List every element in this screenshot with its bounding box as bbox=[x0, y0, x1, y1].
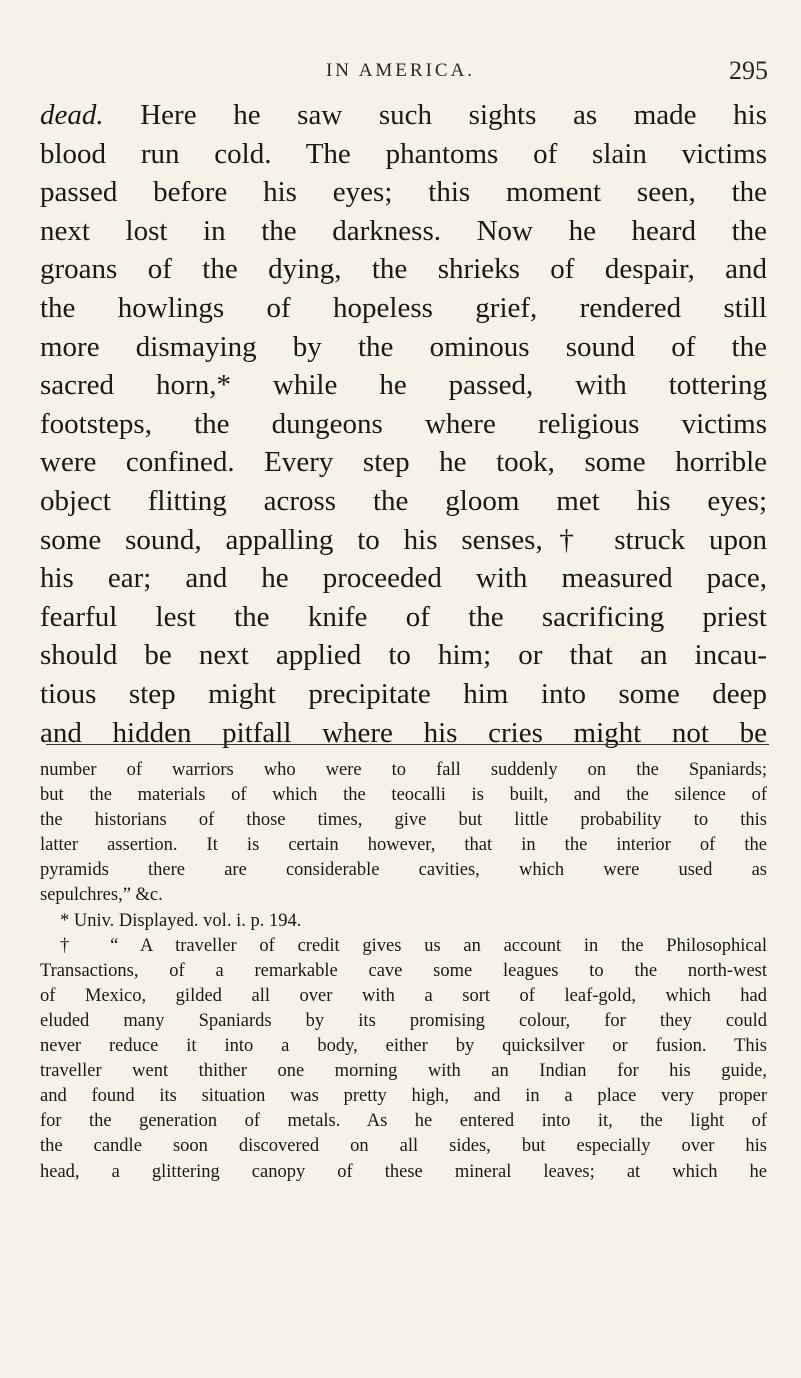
footnote-line: and found its situation was pretty high, and in a place very proper bbox=[40, 1086, 767, 1107]
body-line bbox=[40, 96, 767, 135]
main-text bbox=[40, 96, 767, 752]
footnote-line: for the generation of metals. As he entered into it, the light of bbox=[40, 1111, 767, 1132]
footnote-line: but the materials of which the teocalli is built, and the silence of bbox=[40, 785, 767, 806]
body-line bbox=[40, 173, 767, 212]
body-line-text: next lost in the darkness. Now he heard the bbox=[40, 214, 767, 247]
body-line-text: some sound, appalling to his senses,† struck upon bbox=[40, 523, 767, 556]
footnotes bbox=[40, 758, 767, 1185]
body-line-text: sacred horn,* while he passed, with tottering bbox=[40, 369, 767, 402]
body-line bbox=[40, 482, 767, 521]
body-line-text: were confined. Every step he took, some horrible bbox=[40, 446, 767, 479]
body-line-text: his ear; and he proceeded with measured pace, bbox=[40, 562, 767, 595]
body-line bbox=[40, 212, 767, 251]
running-title: IN AMERICA. bbox=[325, 60, 476, 81]
footnote-line: number of warriors who were to fall suddenly on the Spaniards; bbox=[40, 760, 767, 780]
footnote-line: eluded many Spaniards by its promising colour, for they could bbox=[40, 1010, 767, 1031]
footnote-line: traveller went thither one morning with an Indian for his guide, bbox=[40, 1061, 767, 1082]
footnote-line: * Univ. Displayed. vol. i. p. 194. bbox=[60, 910, 302, 931]
body-line bbox=[40, 559, 767, 598]
italic-word: dead. bbox=[40, 99, 104, 131]
body-line bbox=[40, 405, 767, 444]
body-line-text: and hidden pitfall where his cries might not be bbox=[40, 716, 767, 749]
footnote-line: pyramids there are considerable cavities, which were used as bbox=[40, 860, 767, 881]
footnote-line: never reduce it into a body, either by quicksilver or fusion. This bbox=[40, 1036, 767, 1057]
footnote-line: † “ A traveller of credit gives us an account in the Philosophical bbox=[60, 935, 767, 956]
footnote-line: sepulchres,” &c. bbox=[40, 885, 163, 906]
body-line-text: groans of the dying, the shrieks of despair, and bbox=[40, 253, 767, 286]
body-line bbox=[40, 135, 767, 174]
footnote-line: Transactions, of a remarkable cave some leagues to the north-west bbox=[40, 960, 767, 981]
footnote-line: the historians of those times, give but little probability to this bbox=[40, 810, 767, 831]
body-line bbox=[40, 328, 767, 367]
body-line bbox=[40, 521, 767, 560]
body-line-text: blood run cold. The phantoms of slain victims bbox=[40, 137, 767, 170]
body-line-text: fearful lest the knife of the sacrificing priest bbox=[40, 600, 767, 633]
body-line bbox=[40, 636, 767, 675]
body-line-text: passed before his eyes; this moment seen, the bbox=[40, 176, 767, 209]
body-line-text: tious step might precipitate him into some deep bbox=[40, 677, 767, 710]
footnote-line: latter assertion. It is certain however, that in the interior of the bbox=[40, 835, 767, 856]
body-line-text: should be next applied to him; or that an incau- bbox=[40, 639, 767, 672]
body-line bbox=[40, 250, 767, 289]
body-line bbox=[40, 714, 767, 753]
body-line bbox=[40, 443, 767, 482]
footnote-line: the candle soon discovered on all sides, but especially over his bbox=[40, 1136, 767, 1157]
page-number: 295 bbox=[729, 56, 768, 85]
body-line bbox=[40, 675, 767, 714]
body-line bbox=[40, 289, 767, 328]
body-line-text: object flitting across the gloom met his eyes; bbox=[40, 484, 767, 517]
body-line-text: more dismaying by the ominous sound of the bbox=[40, 330, 767, 363]
body-line-text: the howlings of hopeless grief, rendered still bbox=[40, 291, 767, 324]
footnote-rule bbox=[46, 744, 769, 745]
body-line-text: footsteps, the dungeons where religious victims bbox=[40, 407, 767, 440]
body-line-text: Here he saw such sights as made his bbox=[103, 99, 767, 131]
running-head bbox=[0, 56, 801, 86]
footnote-line: head, a glittering canopy of these mineral leaves; at which he bbox=[40, 1161, 767, 1182]
body-line bbox=[40, 598, 767, 637]
body-line bbox=[40, 366, 767, 405]
footnote-line: of Mexico, gilded all over with a sort of leaf-gold, which had bbox=[40, 985, 767, 1006]
